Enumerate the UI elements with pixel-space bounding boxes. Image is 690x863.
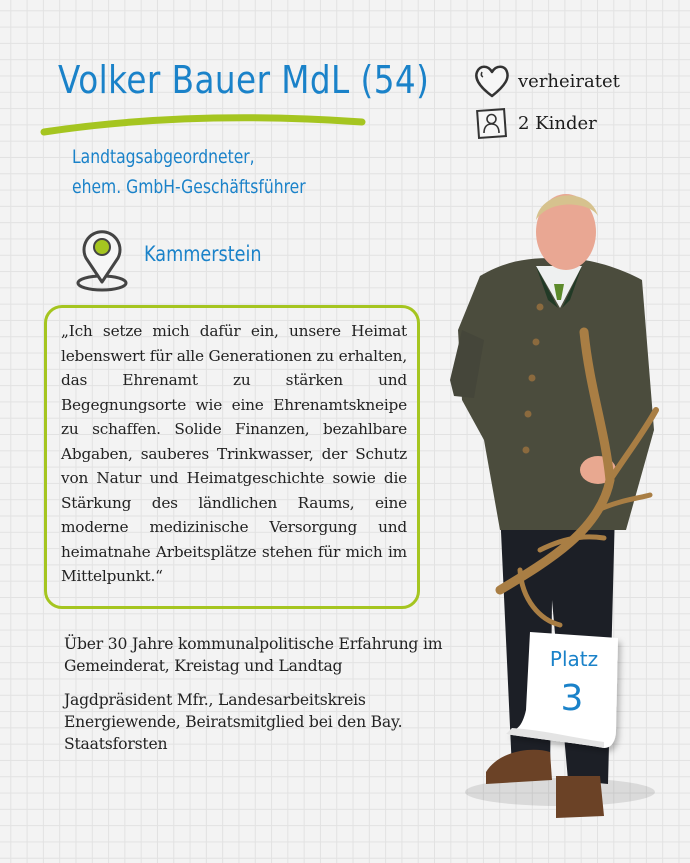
fact-label: 2 Kinder <box>518 112 597 134</box>
bio-paragraph: Über 30 Jahre kommunalpolitische Erfahrung im Gemeinderat, Kreistag und Landtag <box>64 635 443 675</box>
biography <box>64 633 464 767</box>
candidate-name-heading: Volker Bauer MdL (54) <box>58 58 430 102</box>
person-portrait-icon <box>472 106 512 140</box>
bio-paragraph: Jagdpräsident Mfr., Landesarbeitskreis Energiewende, Beiratsmitglied bei den Bay. Staatsforsten <box>64 691 403 753</box>
occupation-line: ehem. GmbH-Geschäftsführer <box>72 176 306 198</box>
rank-note <box>504 630 634 760</box>
fact-marital-status <box>472 60 620 102</box>
candidate-quote: „Ich setze mich dafür ein, unsere Heimat lebenswert für alle Generationen zu erhalten, das Ehrenamt zu stärken und Begegnungsorte wie eine Ehrenamtskneipe zu schaffen. Solide Finanzen, bezahlbare Abgaben, sauberes Trinkwasser, der Schutz von Natur und Heimatgeschichte sowie die Stärkung des ländlichen Raums, eine moderne medizinische Versorgung und heimatnahe Arbeitsplätze stehen für mich im Mittelpunkt.“ <box>61 322 407 585</box>
location-label: Kammerstein <box>144 242 262 266</box>
fact-label: verheiratet <box>518 70 620 92</box>
quote-box <box>44 305 420 609</box>
occupation-line: Landtagsabgeordneter, <box>72 146 255 168</box>
rank-label: Platz <box>549 647 599 671</box>
green-underline-stroke <box>40 108 370 138</box>
fact-children <box>472 102 620 144</box>
personal-facts <box>472 60 620 144</box>
heart-icon <box>472 63 512 99</box>
occupation <box>72 142 306 202</box>
location-pin-icon <box>76 226 132 294</box>
rank-number: 3 <box>560 678 584 719</box>
